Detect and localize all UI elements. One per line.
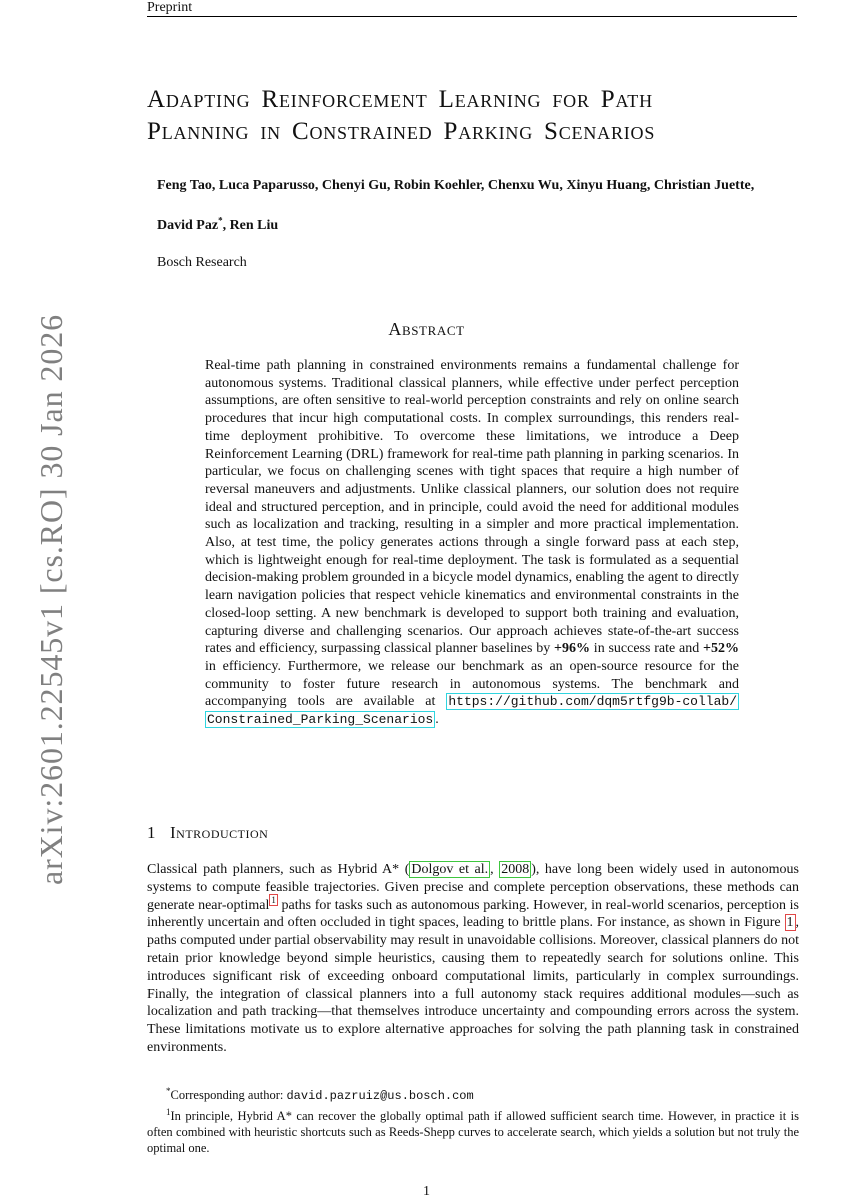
footnotes (147, 1087, 799, 1156)
intro-text: Classical path planners, such as Hybrid A* ( (147, 862, 410, 877)
footnote-text: In principle, Hybrid A* can recover the globally optimal path if allowed sufficient search time. However, in practice it is often combined with heuristic shortcuts such as Reeds-Shepp curves to accelerate search, which yields a solution but not truly the optimal one. (147, 1109, 799, 1155)
success-gain: +96% (554, 641, 591, 657)
citation-year: 2008 (501, 862, 530, 877)
footnote-1 (147, 1108, 799, 1156)
citation-year-link[interactable] (499, 861, 531, 878)
efficiency-gain: +52% (703, 641, 739, 657)
author-david-paz: David Paz (157, 218, 219, 233)
abstract-body (205, 357, 739, 729)
abstract-heading: Abstract (388, 319, 465, 339)
footnote-link[interactable]: 1 (271, 894, 276, 905)
section-number: 1 (147, 823, 156, 842)
corresponding-author-mark[interactable]: * (218, 215, 223, 226)
section-heading-introduction (147, 823, 268, 843)
footnote-mark: * (166, 1085, 171, 1096)
title-line-2: Planning in Constrained Parking Scenarios (147, 118, 656, 145)
benchmark-link[interactable]: https://github.com/dqm5rtfg9b-collab/ (448, 694, 737, 710)
paper-title (147, 84, 827, 148)
abstract-text: in success rate and (590, 641, 703, 657)
arxiv-stamp: arXiv:2601.22545v1 [cs.RO] 30 Jan 2026 (33, 313, 69, 885)
title-line-1: Adapting Reinforcement Learning for Path (147, 86, 653, 113)
author-list: Feng Tao, Luca Paparusso, Chenyi Gu, Robin Koehler, Chenxu Wu, Xinyu Huang, Christian Juette, (157, 178, 755, 193)
author-list-continued (157, 217, 278, 234)
footnote-corresponding (147, 1087, 799, 1104)
intro-text: , paths computed under partial observability may result in unavoidable collisions. Moreover, classical planners do not retain prior knowledge beyond simple heuristics, causing them to repeatedly search for solutions online. This introduces significant risk of exceeding onboard computational limits, particularly in complex surroundings. Finally, the integration of classical planners into a full autonomy stack requires additional modules—such as localization and path tracking—that themselves introduce uncertainty and compounding errors across the system. These limitations motivate us to explore alternative approaches for solving the path planning task in constrained environments. (147, 915, 799, 1055)
footnote-label: Corresponding author: (170, 1088, 287, 1102)
affiliation: Bosch Research (157, 255, 247, 270)
abstract-text: in efficiency. Furthermore, we release our benchmark as an open-source resource for the community to foster future research in autonomous systems. The benchmark and accompanying tools are available at (205, 658, 739, 710)
running-header: Preprint (147, 0, 193, 15)
author-ren-liu: , Ren Liu (222, 218, 279, 233)
header-rule (147, 16, 797, 17)
footnote-mark: 1 (166, 1106, 171, 1117)
citation-author: Dolgov et al. (411, 862, 489, 877)
corresponding-email[interactable]: david.pazruiz@us.bosch.com (286, 1089, 474, 1103)
intro-text: , (490, 862, 500, 877)
citation-link[interactable] (409, 861, 490, 878)
intro-text: paths for tasks such as autonomous parking. However, in real-world scenarios, perception is inherently uncertain and often occluded in tight spaces, leading to brittle plans. For instance, as shown in Figure (147, 897, 799, 931)
benchmark-link-continued[interactable]: Constrained_Parking_Scenarios (207, 712, 434, 728)
abstract-text: . (435, 712, 439, 728)
intro-text: ), have long been widely used in autonomous systems to compute feasible trajectories. Given precise and complete perception observations, these methods can generate near-optimal (147, 862, 799, 913)
arxiv-stamp-container (0, 313, 69, 885)
abstract-text: Real-time path planning in constrained environments remains a fundamental challenge for autonomous systems. Traditional classical planners, while effective under perfect perception assumptions, are often sensitive to real-world perception constraints and rely on online search procedures that incur high computational costs. In complex surroundings, this renders real-time deployment prohibitive. To overcome these limitations, we introduce a Deep Reinforcement Learning (DRL) framework for real-time path planning in parking scenarios. In particular, we focus on challenging scenes with tight spaces that require a high number of reversal maneuvers and adjustments. Unlike classical planners, our solution does not require ideal and structured perception, and in principle, could avoid the need for additional modules such as localization and tracking, resulting in a simpler and more practical implementation. Also, at test time, the policy generates actions through a single forward pass at each step, which is lightweight enough for real-time deployment. The task is formulated as a sequential decision-making problem grounded in a bicycle model dynamics, enabling the agent to directly learn navigation policies that respect vehicle kinematics and environmental constraints in the closed-loop setting. A new benchmark is developed to support both training and evaluation, capturing diverse and challenging scenarios. Our approach achieves state-of-the-art success rates and efficiency, surpassing classical planner baselines by (205, 358, 739, 657)
page-number: 1 (423, 1184, 430, 1199)
introduction-paragraph (147, 861, 799, 1057)
figure-link[interactable]: 1 (786, 915, 794, 931)
section-title: Introduction (170, 823, 269, 842)
